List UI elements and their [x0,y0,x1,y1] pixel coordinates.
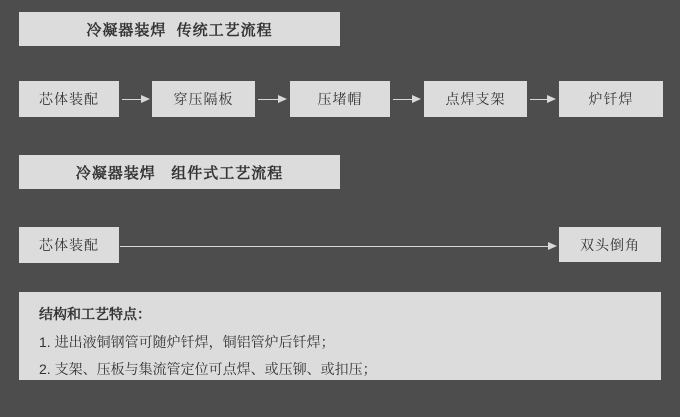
flow-step-furnace-brazing: 炉钎焊 [559,81,663,117]
notes-item-2: 2. 支架、压板与集流管定位可点焊、或压铆、或扣压； [39,361,377,377]
flow-arrow-icon [258,94,287,104]
flow-step-core-assembly-2: 芯体装配 [19,227,119,263]
flow-arrow-long-icon [120,241,557,251]
flow-step-spot-weld-bracket: 点焊支架 [424,81,527,117]
modular-flow-title: 冷凝器装焊 组件式工艺流程 [19,155,340,189]
notes-item-1: 1. 进出液铜钢管可随炉钎焊，铜铝管炉后钎焊； [39,334,335,350]
flow-step-double-head-chamfer: 双头倒角 [559,227,661,262]
notes-heading: 结构和工艺特点： [39,306,151,322]
flow-step-press-partition: 穿压隔板 [152,81,255,117]
traditional-flow-title: 冷凝器装焊 传统工艺流程 [19,12,340,46]
flow-arrow-icon [530,94,556,104]
flow-step-press-plug-cap: 压堵帽 [290,81,390,117]
flow-arrow-icon [393,94,421,104]
flow-arrow-icon [122,94,150,104]
notes-panel [19,292,661,380]
flow-step-core-assembly: 芯体装配 [19,81,119,117]
